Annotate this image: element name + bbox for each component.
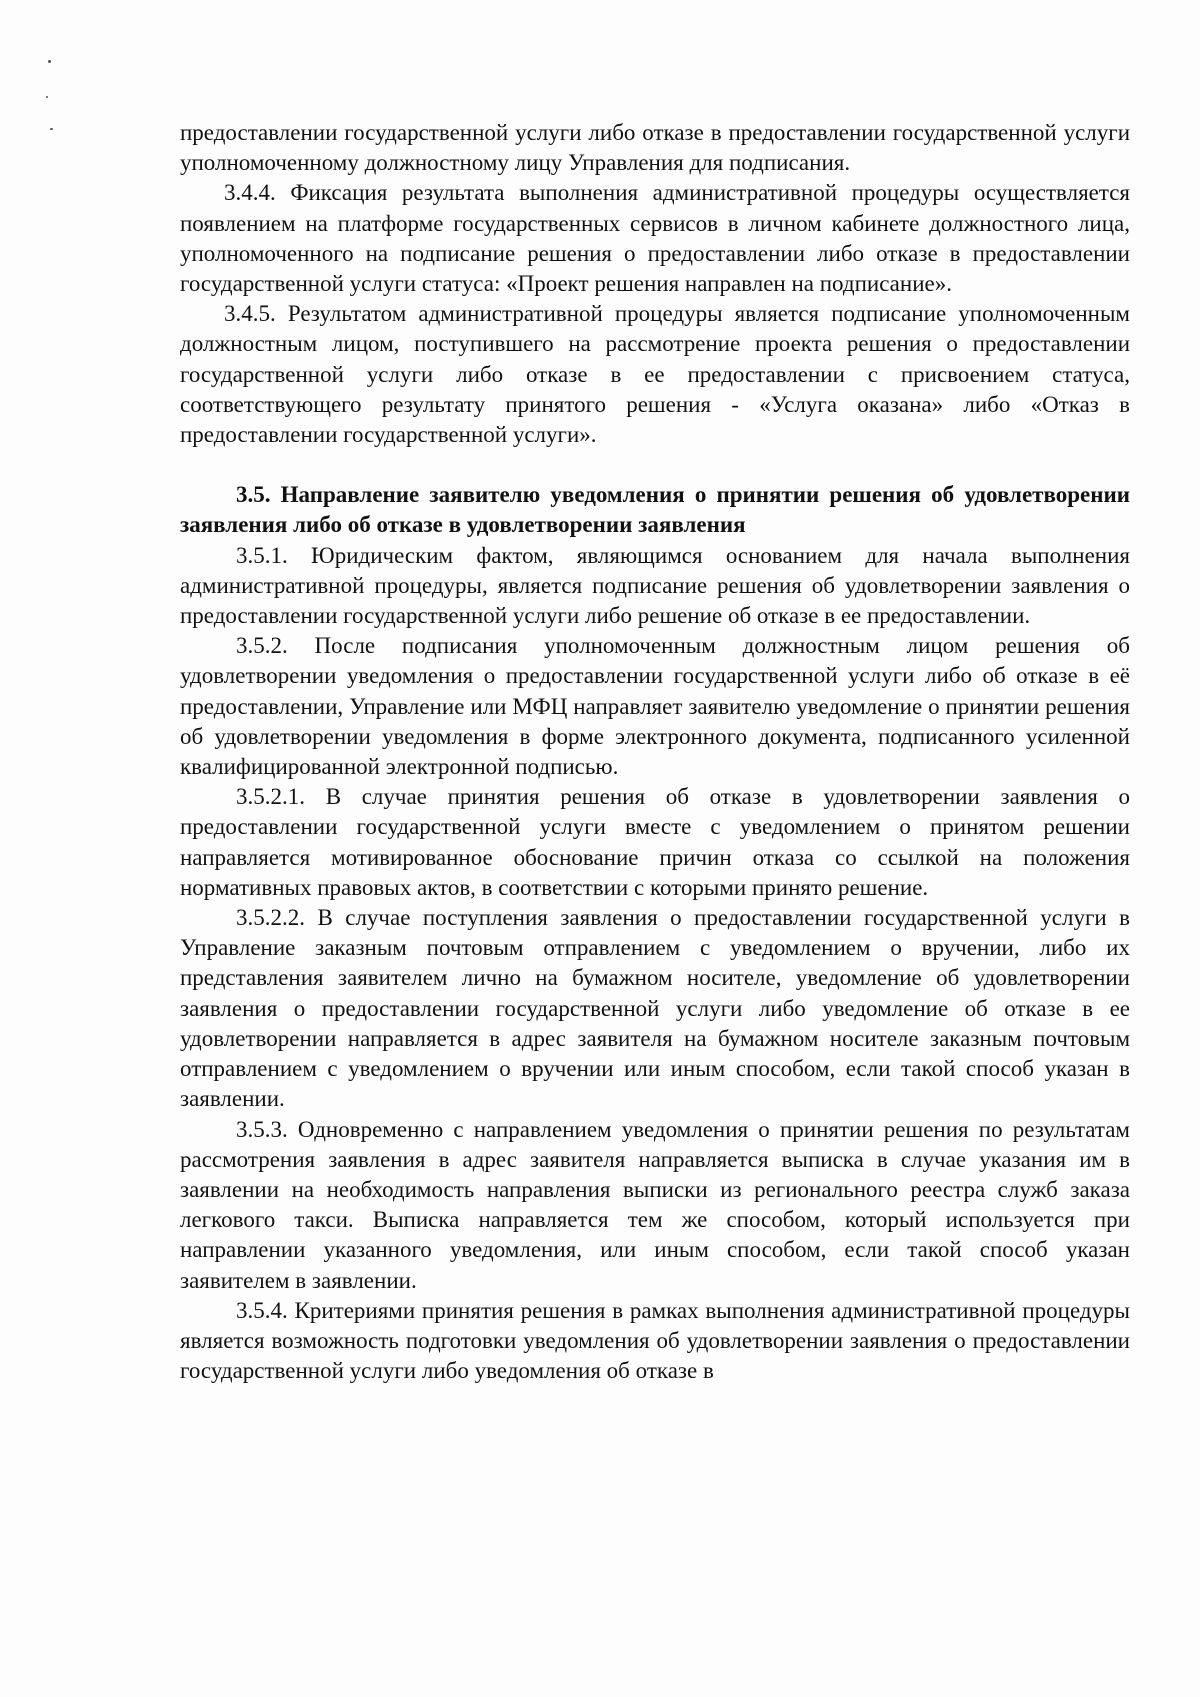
- paragraph-3-4-5: 3.4.5. Результатом административной процедуры является подписание уполномоченным должностным лицом, поступившего на рассмотрение проекта решения о предоставлении государственной услуги либо отказе в ее предоставлении с присвоением статуса, соответствующего результату принятого решения - «Услуга оказана» либо «Отказ в предоставлении государственной услуги».: [180, 301, 1130, 448]
- scan-speck: [50, 128, 53, 130]
- paragraph-continuation: предоставлении государственной услуги либо отказе в предоставлении государственной услуги уполномоченному должностному лицу Управления для подписания.: [180, 120, 1130, 176]
- paragraph-3-5-2-1: 3.5.2.1. В случае принятия решения об отказе в удовлетворении заявления о предоставлении государственной услуги вместе с уведомлением о принятом решении направляется мотивированное обоснование причин отказа со ссылкой на положения нормативных правовых актов, в соответствии с которыми принято решение.: [180, 784, 1130, 900]
- paragraph-3-5-3: 3.5.3. Одновременно с направлением уведомления о принятии решения по результатам рассмотрения заявления в адрес заявителя направляется выписка в случае указания им в заявлении на необходимость направления выписки из регионального реестра служб заказа легкового такси. Выписка направляется тем же способом, который используется при направлении указанного уведомления, или иным способом, если такой способ указан заявителем в заявлении.: [180, 1116, 1130, 1293]
- paragraph-3-5-4: 3.5.4. Критериями принятия решения в рамках выполнения административной процедуры является возможность подготовки уведомления об удовлетворении заявления о предоставлении государственной услуги либо уведомления об отказе в: [180, 1297, 1130, 1384]
- paragraph-3-5-2-2: 3.5.2.2. В случае поступления заявления о предоставлении государственной услуги в Управление заказным почтовым отправлением с уведомлением о вручении, либо их представления заявителем лично на бумажном носителе, уведомление об удовлетворении заявления о предоставлении государственной услуги либо уведомление об отказе в ее удовлетворении направляется в адрес заявителя на бумажном носителе заказным почтовым отправлением с уведомлением о вручении или иным способом, если такой способ указан в заявлении.: [180, 905, 1130, 1112]
- scan-speck: [48, 60, 51, 63]
- paragraph-3-5-1: 3.5.1. Юридическим фактом, являющимся основанием для начала выполнения административной процедуры, является подписание решения об удовлетворении заявления о предоставлении государственной услуги либо решение об отказе в ее предоставлении.: [180, 542, 1130, 629]
- scan-speck: [46, 96, 48, 98]
- paragraph-3-5-2: 3.5.2. После подписания уполномоченным должностным лицом решения об удовлетворении уведомления о предоставлении государственной услуги либо об отказе в её предоставлении, Управление или МФЦ направляет заявителю уведомление о принятии решения об удовлетворении уведомления в форме электронного документа, подписанного усиленной квалифицированной электронной подписью.: [180, 633, 1130, 780]
- document-body: [180, 118, 1130, 1386]
- section-heading-3-5: 3.5. Направление заявителю уведомления о принятии решения об удовлетворении заявления либо об отказе в удовлетворении заявления: [180, 482, 1130, 538]
- paragraph-3-4-4: 3.4.4. Фиксация результата выполнения административной процедуры осуществляется появлением на платформе государственных сервисов в личном кабинете должностного лица, уполномоченного на подписание решения о предоставлении либо отказе в предоставлении государственной услуги статуса: «Проект решения направлен на подписание».: [180, 180, 1130, 297]
